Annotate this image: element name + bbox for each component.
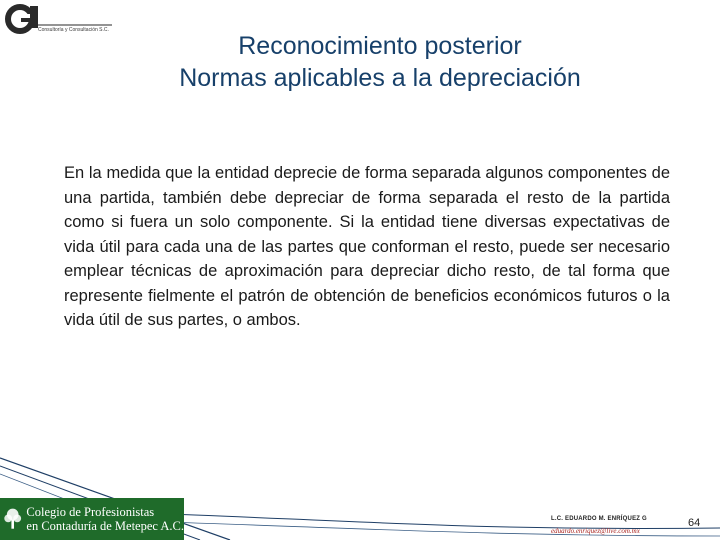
- author-email: eduardo.enriquez@live.com.mx: [551, 527, 640, 535]
- title-line-2: Normas aplicables a la depreciación: [179, 64, 581, 92]
- author-signature: [551, 513, 647, 537]
- colegio-name-line-2: en Contaduría de Metepec A.C.: [26, 519, 184, 533]
- author-name: L.C. EDUARDO M. ENRÍQUEZ G: [551, 516, 647, 522]
- tree-icon: [3, 500, 22, 538]
- body-paragraph: En la medida que la entidad deprecie de forma separada algunos componentes de una partida, también debe depreciar de forma separada el resto de la partida como si fuera un solo componente. Si la entidad tiene diversas expectativas de vida útil para cada una de las partes que conforman el resto, puede ser necesario emplear técnicas de aproximación para depreciar dicho resto, de tal forma que represente fielmente el patrón de obtención de beneficios económicos futuros o la vida útil de sus partes, o ambos.: [64, 164, 670, 329]
- title-line-1: Reconocimiento posterior: [238, 32, 522, 60]
- colegio-logo-band: [0, 498, 184, 540]
- slide-title: [40, 30, 720, 94]
- colegio-name-line-1: Colegio de Profesionistas: [26, 505, 155, 519]
- page-number: 64: [688, 517, 701, 529]
- logo-caption: Consultoría y Consultación S.C.: [38, 27, 109, 33]
